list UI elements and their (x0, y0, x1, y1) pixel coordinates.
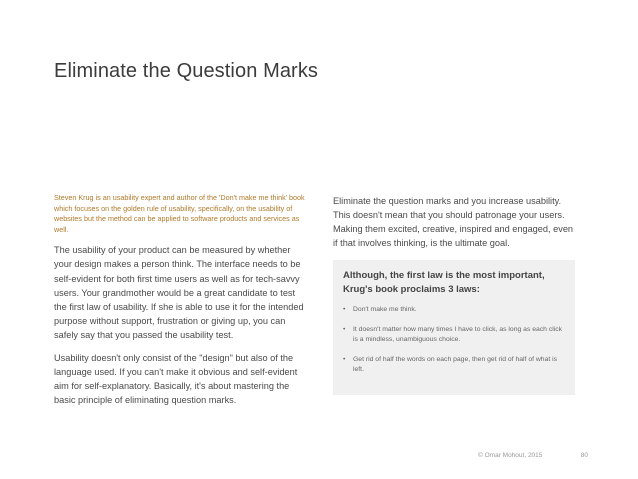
law-text-3: Get rid of half the words on each page, then get rid of half of what is left. (353, 356, 558, 374)
page-number: 80 (580, 452, 588, 459)
law-item-1 (343, 305, 565, 315)
law-text-1: Don't make me think. (353, 306, 417, 314)
law-text-2: It doesn't matter how many times I have to click, as long as each click is a mindless, unambiguous choice. (353, 326, 563, 344)
right-paragraph: Eliminate the question marks and you increase usability. This doesn't mean that you should patronage your users. Making them excited, creative, inspired and engaged, even if that involves thinking, is the ultimate goal. (333, 196, 574, 249)
laws-list (343, 305, 565, 375)
left-column (54, 193, 306, 416)
body-paragraph-2: Usability doesn't only consist of the "design" but also of the language used. If you can't make it obvious and self-evident aim for self-explanatory. Basically, it's about mastering the basic principle of eliminating question marks. (54, 353, 298, 406)
laws-box (333, 260, 575, 395)
bullet-icon: • (343, 306, 346, 314)
copyright-text: © Omar Mohout, 2015 (478, 452, 543, 459)
law-item-3 (343, 355, 565, 375)
right-column (333, 194, 578, 395)
laws-heading: Although, the first law is the most important, Krug's book proclaims 3 laws: (343, 270, 545, 295)
bullet-icon: • (343, 326, 346, 334)
law-item-2 (343, 325, 565, 345)
bullet-icon: • (343, 356, 346, 364)
intro-text: Steven Krug is an usability expert and author of the 'Don't make me think' book which focuses on the golden rule of usability, specifically, on the usability of websites but the method can be applied to software products and services as well. (54, 193, 305, 234)
slide-title: Eliminate the Question Marks (54, 60, 319, 82)
body-paragraph-1: The usability of your product can be measured by whether your design makes a person think. The interface needs to be self-evident for both first time users as well as for tech-savvy users. Your grandmother would be a great candidate to test the first law of usability. If she is able to use it for the intended purpose without support, frustration or giving up, you can safely say that you passed the usability test. (54, 245, 304, 340)
